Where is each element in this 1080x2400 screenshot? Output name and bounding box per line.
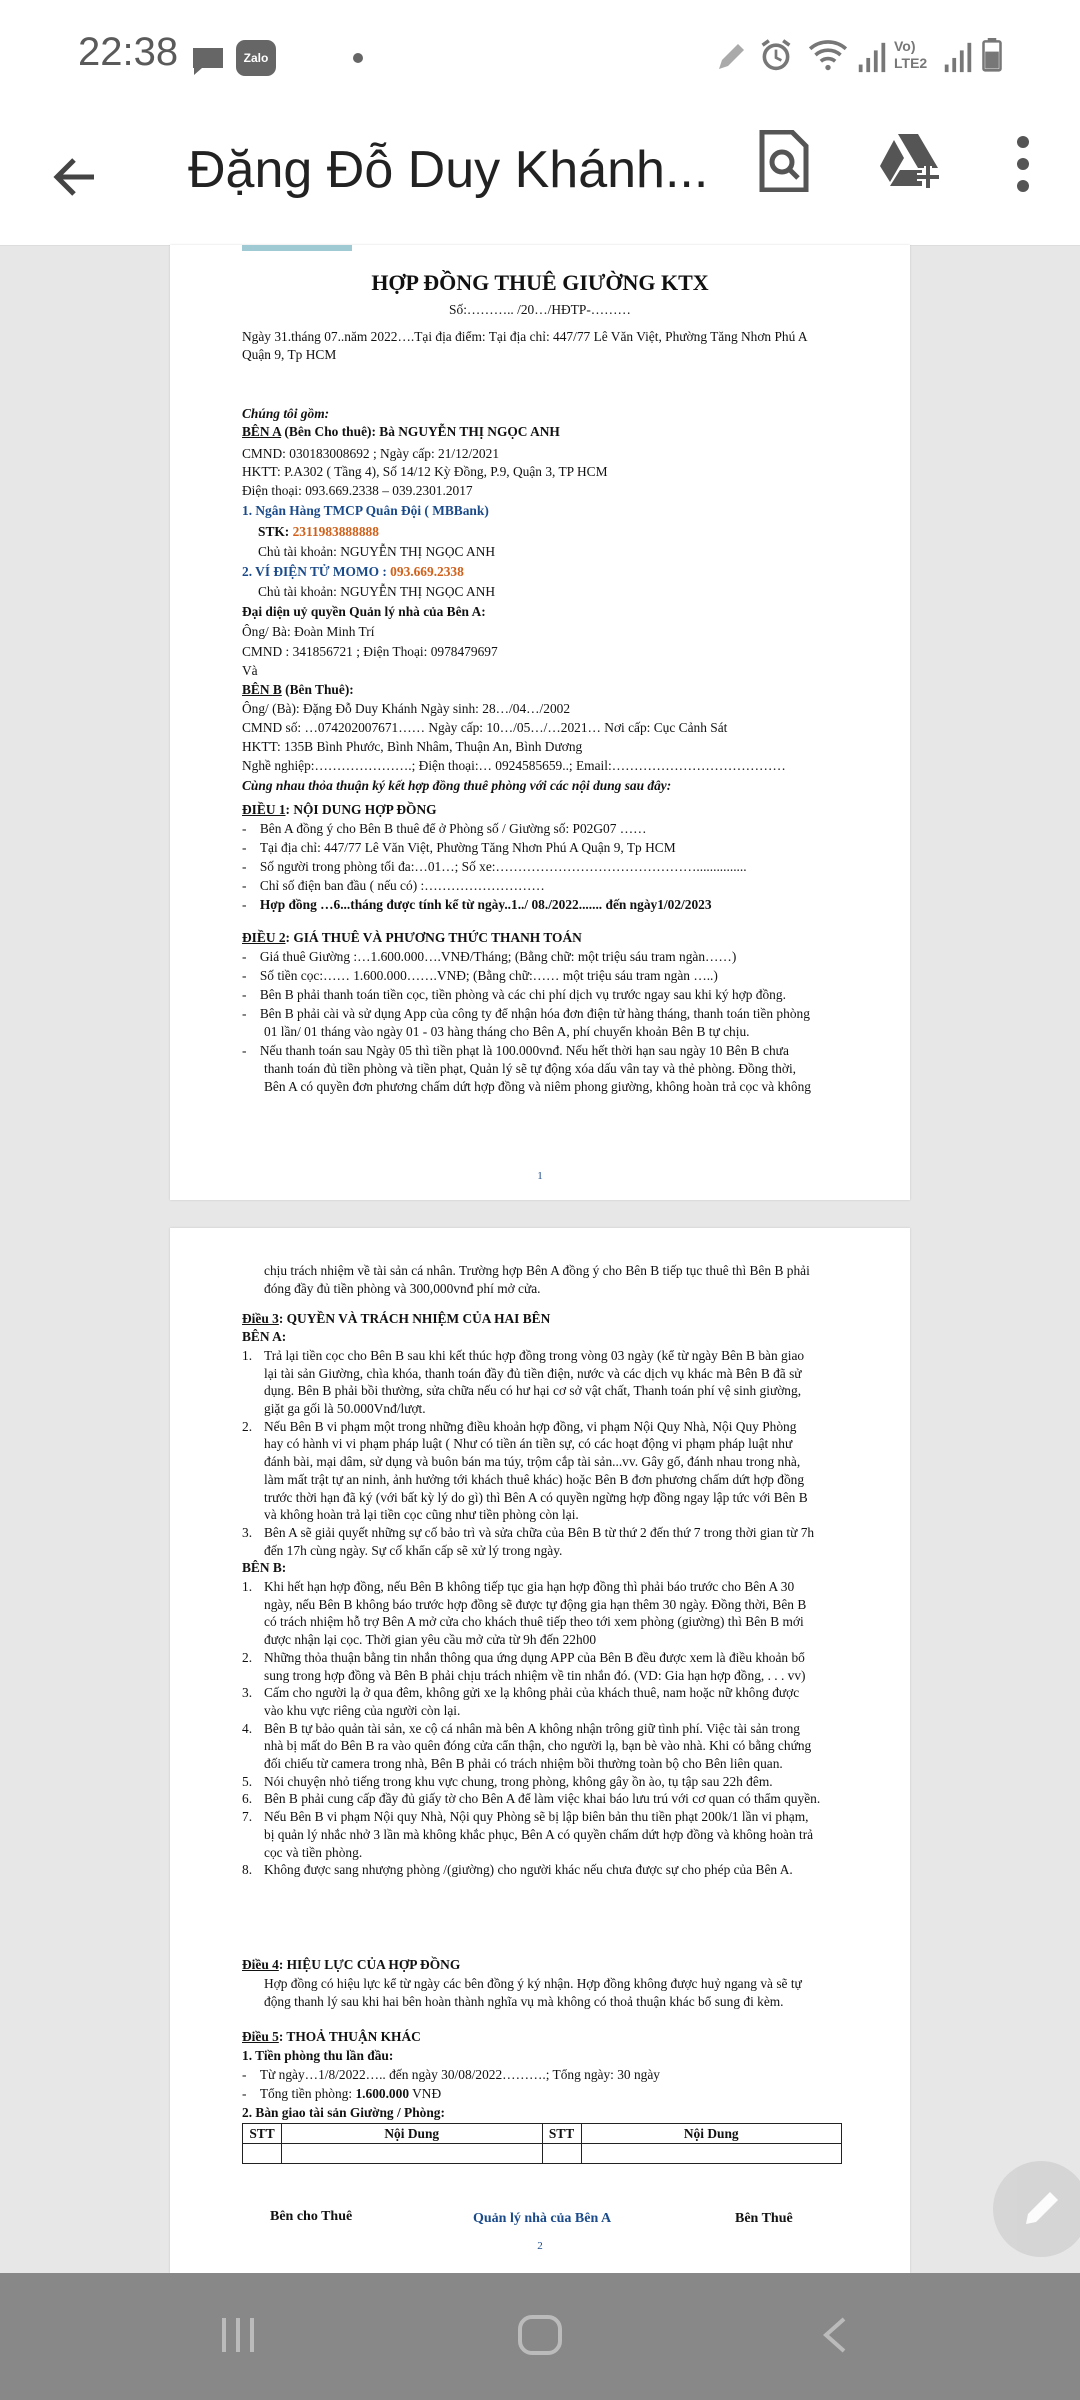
table-header: STT xyxy=(542,2124,581,2144)
message-icon xyxy=(190,44,226,78)
date-line: Ngày 31.tháng 07..năm 2022….Tại địa điểm: Tại địa chỉ: 447/77 Lê Văn Việt, Phường Tăng Nhơn Phú A xyxy=(242,329,808,344)
zalo-icon: Zalo xyxy=(236,40,276,76)
list-item-text: Bên A sẽ giải quyết những sự cố bảo trì và sửa chữa của Bên B từ thứ 2 đến thứ 7 trong thời gian từ 7h xyxy=(264,1525,815,1540)
list-number: 4. xyxy=(242,1721,253,1736)
list-item-text: ngày, nếu Bên B không báo trước hợp đồng sẽ được tự động gia hạn thêm 30 ngày. Đồng thời, Bên B xyxy=(264,1597,807,1612)
momo-wallet: 2. VÍ ĐIỆN TỬ MOMO : 093.669.2338 xyxy=(242,564,464,579)
status-bar xyxy=(0,0,1080,110)
contract-number: Số:……….. /20…/HĐTP-……… xyxy=(449,302,631,317)
list-item-text: có trách nhiệm hỗ trợ Bên A mở cửa cho khách thuê tiếp theo tới xem phòng (giường) thì Bên B mới xyxy=(264,1614,804,1629)
list-item-text: Những thỏa thuận bằng tin nhắn thông qua ứng dụng APP của Bên B đều được xem là điều khoản bổ xyxy=(264,1650,805,1665)
list-item: - Hợp đồng …6...tháng được tính kể từ ngày..1../ 08./2022....... đến ngày1/02/2023 xyxy=(242,897,712,912)
representative-id: CMND : 341856721 ; Điện Thoại: 0978479697 xyxy=(242,644,498,659)
article-2-heading: ĐIỀU 2: GIÁ THUÊ VÀ PHƯƠNG THỨC THANH TOÁN xyxy=(242,930,582,945)
page-number: 2 xyxy=(537,2240,543,2252)
table-header: Nội Dung xyxy=(282,2124,543,2144)
signature-lessor: Bên cho Thuê xyxy=(270,2209,353,2224)
list-item-text: Nếu Bên B vi phạm Nội quy Nhà, Nội quy Phòng sẽ bị lập biên bản thu tiền phạt 200k/1 lần vi phạm, xyxy=(264,1809,809,1824)
list-item-text: được nhận lại cọc. Thời gian yêu cầu mở cửa từ 9h đến 22h00 xyxy=(264,1632,597,1647)
page-number: 1 xyxy=(537,1170,543,1182)
navigation-bar xyxy=(0,2273,1080,2400)
alarm-icon xyxy=(757,38,795,72)
bank-name: 1. Ngân Hàng TMCP Quân Đội ( MBBank) xyxy=(242,503,489,518)
article-4-heading: Điều 4: HIỆU LỰC CỦA HỢP ĐỒNG xyxy=(242,1957,461,1972)
representative-heading: Đại diện uỷ quyền Quản lý nhà của Bên A: xyxy=(242,604,486,619)
list-item: - Chỉ số điện ban đầu ( nếu có) :……………………… xyxy=(242,878,545,893)
party-b-heading: BÊN B (Bên Thuê): xyxy=(242,682,354,697)
table-row xyxy=(243,2144,842,2164)
article-3-heading: Điều 3: QUYỀN VÀ TRÁCH NHIỆM CỦA HAI BÊN xyxy=(242,1311,551,1326)
page-tab-marker xyxy=(242,245,352,251)
list-item: - Số tiền cọc:…… 1.600.000…….VNĐ; (Bằng chữ:…… một triệu sáu tram ngàn …..) xyxy=(242,968,718,983)
list-item-text: Nếu Bên B vi phạm một trong những điều khoản hợp đồng, vi phạm Nội Quy Nhà, Nội Quy Phòng xyxy=(264,1419,797,1434)
list-item-text: làm mất trật tự an ninh, ảnh hưởng tới khách thuê khác) hoặc Bên B đơn phương chấm dứt hợp đồng xyxy=(264,1472,805,1487)
list-item-text: Khi hết hạn hợp đồng, nếu Bên B không tiếp tục gia hạn hợp đồng thì phải báo trước cho Bên A 30 xyxy=(264,1579,795,1594)
and-label: Và xyxy=(242,663,258,678)
table-header-row xyxy=(243,2124,842,2144)
list-item-cont: 01 lần/ 01 tháng vào ngày 01 - 03 hàng tháng cho Bên A, phí chuyển khoản Bên B tự chịu. xyxy=(264,1024,750,1039)
continued-text: đóng đầy đủ tiền phòng và 300,000vnđ phí mở cửa. xyxy=(264,1281,541,1296)
contract-title: HỢP ĐỒNG THUÊ GIƯỜNG KTX xyxy=(371,270,709,295)
list-item-text: Cấm cho người lạ ở qua đêm, không gửi xe lạ không phải của khách thuê, nam hoặc nữ không được xyxy=(264,1685,800,1700)
party-a-phone: Điện thoại: 093.669.2338 – 039.2301.2017 xyxy=(242,483,473,498)
article-1-heading: ĐIỀU 1: NỘI DUNG HỢP ĐỒNG xyxy=(242,802,437,817)
party-b-address: HKTT: 135B Bình Phước, Bình Nhâm, Thuận An, Bình Dương xyxy=(242,739,583,754)
handover-heading: 2. Bàn giao tài sản Giường / Phòng: xyxy=(242,2105,445,2120)
list-item-text: Bên B tự bảo quản tài sản, xe cộ cá nhân mà bên A không nhận trông giữ tình phí. Việc tài sản trong xyxy=(264,1721,800,1736)
continued-text: chịu trách nhiệm về tài sản cá nhân. Trường hợp Bên A đồng ý cho Bên B tiếp tục thuê thì Bên B phải xyxy=(264,1263,810,1278)
more-options-icon[interactable] xyxy=(1015,134,1031,194)
list-item-text: dụng. Bên B phải bồi thường, sửa chữa nếu có hư hại cơ sở vật chất, Thanh toán phí vệ sinh giường, xyxy=(264,1383,802,1398)
list-item-text: bị quản lý nhắc nhở 3 lần mà không khắc phục, Bên A có quyền chấm dứt hợp đồng và không hoàn trả xyxy=(264,1827,814,1842)
party-b-name: Ông/ (Bà): Đặng Đỗ Duy Khánh Ngày sinh: 28…/04…/2002 xyxy=(242,701,571,716)
party-a-address: HKTT: P.A302 ( Tầng 4), Số 14/12 Kỳ Đồng, P.9, Quận 3, TP HCM xyxy=(242,464,608,479)
home-icon[interactable] xyxy=(516,2313,564,2357)
list-item: - Bên B phải cài và sử dụng App của công ty để nhận hóa đơn điện tử hàng tháng, thanh toán tiền phòng xyxy=(242,1006,810,1021)
list-item-cont: Bên A có quyền đơn phương chấm dứt hợp đồng và niêm phong giường, không hoàn trả cọc và không xyxy=(264,1079,811,1094)
article-4-text: động thanh lý sau khi hai bên hoàn thành nghĩa vụ mà không có thoả thuận khác bổ sung đi kèm. xyxy=(264,1994,784,2009)
date-line: Quận 9, Tp HCM xyxy=(242,347,337,362)
list-number: 2. xyxy=(242,1419,253,1434)
list-item-text: hay có hành vi vi phạm pháp luật ( Như có tiền án tiền sự, có các hoạt động vi phạm pháp luật như xyxy=(264,1436,793,1451)
list-number: 3. xyxy=(242,1685,253,1700)
list-item-text: và không hoàn trả lại tiền cọc cũng như tiền phòng còn lại. xyxy=(264,1507,579,1522)
list-number: 1. xyxy=(242,1348,253,1363)
app-bar xyxy=(0,110,1080,246)
list-number: 8. xyxy=(242,1862,253,1877)
party-b-job: Nghề nghiệp:………………….; Điện thoại:… 0924585659..; Email:………………………………… xyxy=(242,758,786,773)
list-item-text: Không được sang nhượng phòng /(giường) cho người khác nếu chưa được sự cho phép của Bên A. xyxy=(264,1862,793,1877)
pencil-icon xyxy=(1020,2188,1062,2230)
status-time: 22:38 xyxy=(78,30,179,74)
list-item: - Bên A đồng ý cho Bên B thuê để ở Phòng số / Giường số: P02G07 …… xyxy=(242,821,647,836)
handover-table xyxy=(242,2123,842,2164)
back-nav-icon[interactable] xyxy=(820,2315,850,2355)
search-document-icon[interactable] xyxy=(758,130,810,192)
list-item-text: vào khu vực riêng của người còn lại. xyxy=(264,1703,461,1718)
list-number: 5. xyxy=(242,1774,253,1789)
list-item: - Tổng tiền phòng: 1.600.000 VNĐ xyxy=(242,2086,442,2101)
drive-add-icon[interactable] xyxy=(878,132,942,190)
list-item-text: đến 17h cùng ngày. Sự cố khẩn cấp sẽ xử lý trong ngày. xyxy=(264,1543,563,1558)
list-number: 3. xyxy=(242,1525,253,1540)
first-payment-heading: 1. Tiền phòng thu lần đầu: xyxy=(242,2048,394,2063)
list-item-text: cọc và tiền phòng. xyxy=(264,1845,363,1860)
list-item: - Giá thuê Giường :…1.600.000….VNĐ/Tháng; (Bằng chữ: một triệu sáu tram ngàn……) xyxy=(242,949,737,964)
party-b-id: CMND số: …074202007671…… Ngày cấp: 10…/05…/…2021… Nơi cấp: Cục Cảnh Sát xyxy=(242,720,728,735)
network-label: Vo) LTE2 xyxy=(894,38,928,71)
list-number: 7. xyxy=(242,1809,253,1824)
list-item-text: giặt ga gối là 50.000Vnđ/lượt. xyxy=(264,1401,426,1416)
signal-icon xyxy=(856,40,888,74)
signature-lessee: Bên Thuê xyxy=(735,2211,793,2226)
account-holder: Chủ tài khoản: NGUYỄN THỊ NGỌC ANH xyxy=(258,584,496,599)
dot-icon xyxy=(353,53,363,63)
party-a-id: CMND: 030183008692 ; Ngày cấp: 21/12/2021 xyxy=(242,446,500,461)
document-page-1 xyxy=(170,245,910,1200)
bank-account: STK: 2311983888888 xyxy=(258,524,379,539)
edit-fab-button[interactable] xyxy=(993,2161,1080,2257)
list-item-text: đối chiếu từ camera trong nhà, Bên B phải có trách nhiệm bồi thường toàn bộ cho Bên liên quan. xyxy=(264,1756,783,1771)
list-item-text: sung trong hợp đồng và Bên B phải chịu trách nhiệm về tin nhắn đó. (VD: Gia hạn hợp đồng, . . . vv) xyxy=(264,1668,806,1683)
list-number: 2. xyxy=(242,1650,253,1665)
document-title: Đặng Đỗ Duy Khánh... xyxy=(188,141,709,199)
table-header: STT xyxy=(243,2124,282,2144)
list-item-text: trước thời hạn đã ký (với bất kỳ lý do gì) thì Bên A có quyền ngừng hợp đồng ngay lập tức với Bên B xyxy=(264,1490,808,1505)
signal-2-icon xyxy=(942,40,974,74)
signature-manager: Quản lý nhà của Bên A xyxy=(473,2211,612,2226)
list-item-text: Nói chuyện nhỏ tiếng trong khu vực chung, trong phòng, không gây ồn ào, tụ tập sau 22h đêm. xyxy=(264,1774,773,1789)
list-item-text: Bên B phải cung cấp đầy đủ giấy tờ cho Bên A để làm việc khai báo lưu trú với cơ quan có thẩm quyền. xyxy=(264,1791,821,1806)
list-item: - Nếu thanh toán sau Ngày 05 thì tiền phạt là 100.000vnđ. Nếu hết thời hạn sau ngày 10 Bên B chưa xyxy=(242,1043,789,1058)
list-item-cont: thanh toán đủ tiền phòng và tiền phạt, Quản lý sẽ tự động xóa dấu vân tay và thẻ phòng. Đồng thời, xyxy=(264,1061,797,1076)
list-item-text: lại tài sản Giường, chìa khóa, thanh toán đầy đủ tiền điện, nước và các dịch vụ khác mà Bên B đã sử xyxy=(264,1366,802,1381)
list-item: - Tại địa chỉ: 447/77 Lê Văn Việt, Phường Tăng Nhơn Phú A Quận 9, Tp HCM xyxy=(242,840,676,855)
table-header: Nội Dung xyxy=(581,2124,842,2144)
article-4-text: Hợp đồng có hiệu lực kể từ ngày các bên đồng ý ký nhận. Hợp đồng không được huỷ ngang và sẽ tự xyxy=(264,1976,802,1991)
party-a-heading: BÊN A (Bên Cho thuê): Bà NGUYỄN THỊ NGỌC ANH xyxy=(242,424,560,439)
article-5-heading: Điều 5: THOẢ THUẬN KHÁC xyxy=(242,2029,421,2044)
list-item-text: đánh bài, mại dâm, sử dụng và buôn bán ma túy, trộm cắp tài sản...vv. Gây gổ, đánh nhau trong nhà, xyxy=(264,1454,801,1469)
edit-icon xyxy=(714,40,748,74)
agreement-intro: Cùng nhau thỏa thuận ký kết hợp đồng thuê phòng với các nội dung sau đây: xyxy=(242,778,672,793)
party-b-label: BÊN B: xyxy=(242,1560,287,1575)
wifi-icon xyxy=(806,38,850,72)
list-item: - Từ ngày…1/8/2022….. đến ngày 30/08/2022……….; Tổng ngày: 30 ngày xyxy=(242,2067,660,2082)
list-item-text: nhà bị mất do Bên B ra vào quên đóng cửa cẩn thận, cho người lạ, bạn bè vào nhà. Khi có bằng chứng xyxy=(264,1738,812,1753)
back-arrow-icon[interactable] xyxy=(50,152,100,202)
battery-icon xyxy=(980,38,1004,72)
list-number: 6. xyxy=(242,1791,253,1806)
account-holder: Chủ tài khoản: NGUYỄN THỊ NGỌC ANH xyxy=(258,544,496,559)
document-page-2 xyxy=(170,1228,910,2273)
party-a-label: BÊN A: xyxy=(242,1329,287,1344)
intro-label: Chúng tôi gồm: xyxy=(242,406,330,421)
representative-name: Ông/ Bà: Đoàn Minh Trí xyxy=(242,624,375,639)
list-item: - Số người trong phòng tối đa:…01…; Số xe:………………………………………............... xyxy=(242,859,747,874)
list-item: - Bên B phải thanh toán tiền cọc, tiền phòng và các chi phí dịch vụ trước ngay sau khi ký hợp đồng. xyxy=(242,987,786,1002)
list-number: 1. xyxy=(242,1579,253,1594)
list-item-text: Trả lại tiền cọc cho Bên B sau khi kết thúc hợp đồng trong vòng 03 ngày (kể từ ngày Bên B bàn giao xyxy=(264,1348,805,1363)
recent-apps-icon[interactable] xyxy=(218,2315,258,2355)
